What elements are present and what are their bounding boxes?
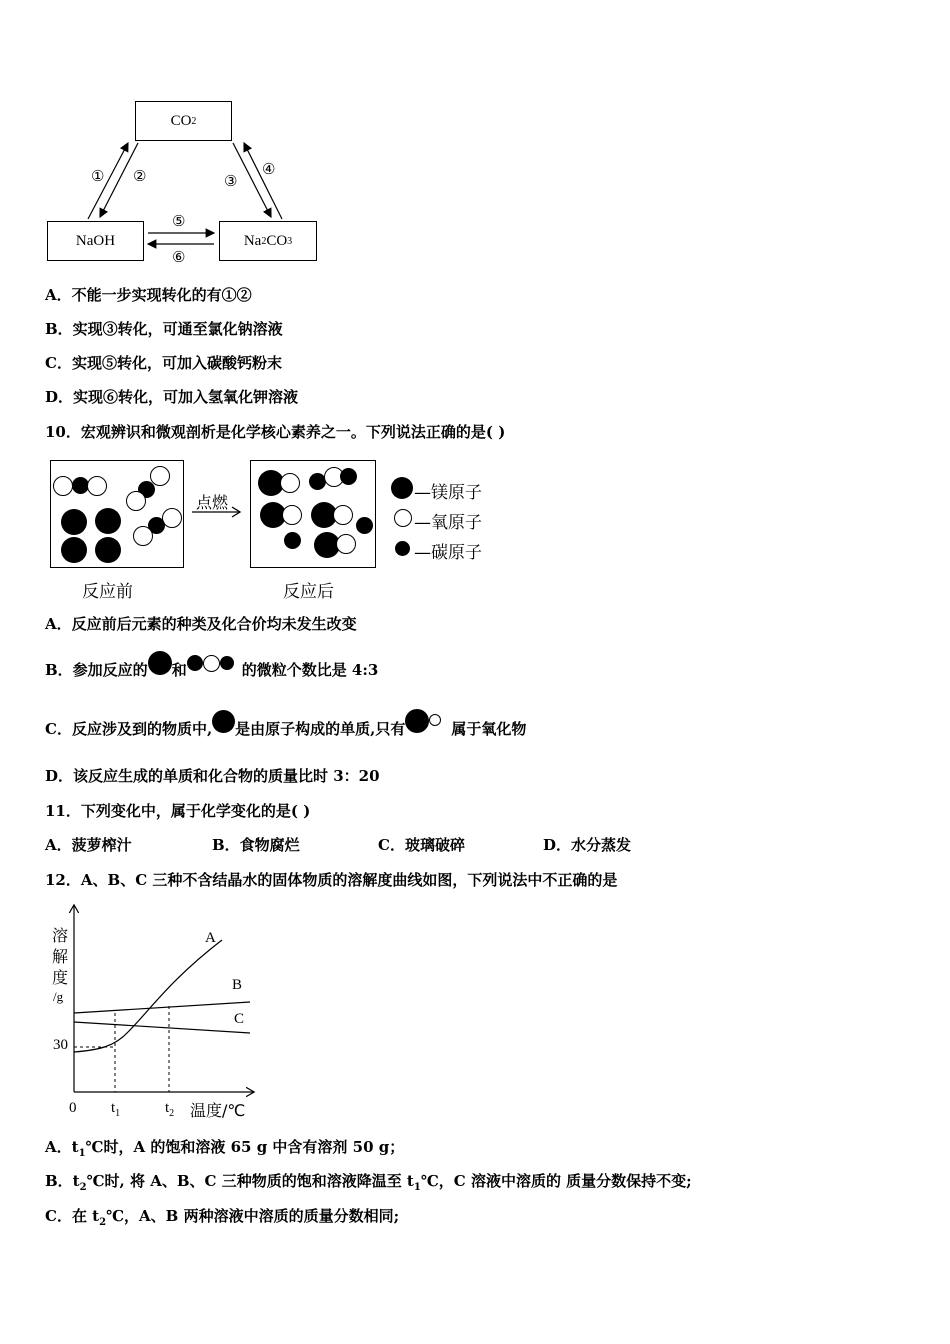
series-label-c: C xyxy=(234,1011,245,1027)
q12-option-b: B．$t_2℃$时, 将 A、B、C 三种物质的饱和溶液降温至 $t_1℃$，C 溶液中溶质的 质量分数保持不变; xyxy=(45,1172,692,1193)
q10-option-b: B．参加反应的 和 的微粒个数比是 4:3 xyxy=(45,650,378,686)
oxygen-atom xyxy=(333,505,353,525)
q10-option-d: D．该反应生成的单质和化合物的质量比时 3：20 xyxy=(45,767,380,785)
x-axis-label: 温度/℃ xyxy=(190,1101,246,1120)
q11-option-a: A．菠萝榨汁 xyxy=(45,836,132,854)
oxygen-atom xyxy=(87,476,107,496)
oxygen-atom xyxy=(126,491,146,511)
naoh-box: NaOH xyxy=(47,221,144,261)
series-label-b: B xyxy=(232,977,243,993)
before-caption: 反应前 xyxy=(82,582,133,602)
q11-stem: 11．下列变化中，属于化学变化的是( ) xyxy=(45,802,311,820)
arrow-3 xyxy=(233,143,271,217)
carbon-atom xyxy=(340,468,357,485)
q11-option-d: D．水分蒸发 xyxy=(543,836,632,854)
na2co3-box: Na 2 CO 3 xyxy=(219,221,317,261)
legend-magnesium-label: —镁原子 xyxy=(414,483,482,503)
legend-oxygen-label: —氧原子 xyxy=(414,513,482,533)
q9-option-c: C．实现⑤转化，可加入碳酸钙粉末 xyxy=(45,354,282,372)
y-label-3: 度 xyxy=(52,968,69,987)
magnesium-atom xyxy=(61,509,87,535)
carbon-dioxide-icon xyxy=(187,655,203,671)
q11-option-b: B．食物腐烂 xyxy=(212,836,300,854)
q11-option-c: C．玻璃破碎 xyxy=(378,836,465,854)
q10-stem: 10．宏观辨识和微观剖析是化学核心素养之一。下列说法正确的是( ) xyxy=(45,423,506,441)
q9-option-d: D．实现⑥转化，可加入氢氧化钾溶液 xyxy=(45,388,299,406)
carbon-dot-icon xyxy=(220,656,234,670)
carbon-atom xyxy=(356,517,373,534)
arrow-label-4: ④ xyxy=(262,162,276,178)
co2-box: CO 2 xyxy=(135,101,232,141)
arrow-4 xyxy=(244,143,282,219)
oxygen-atom xyxy=(336,534,356,554)
chart-axes xyxy=(40,900,270,1120)
x-tick-t2: $t_2$ xyxy=(165,1100,175,1119)
oxygen-icon xyxy=(203,655,220,672)
magnesium-atom xyxy=(95,508,121,534)
arrow-label-3: ③ xyxy=(224,174,238,190)
q10-option-c: C．反应涉及到的物质中, 是由原子构成的单质,只有 属于氧化物 xyxy=(45,706,526,746)
legend-magnesium-icon xyxy=(391,477,413,499)
y-label-4: /g xyxy=(53,989,64,1004)
reaction-arrow xyxy=(192,506,244,518)
y-label-1: 溶 xyxy=(52,926,69,945)
q12-option-a: A．$t_1℃$时，A 的饱和溶液 65 g 中含有溶剂 50 g； xyxy=(45,1138,405,1159)
series-label-a: A xyxy=(205,930,216,946)
magnesium-icon xyxy=(148,651,172,675)
oxygen-atom xyxy=(133,526,153,546)
y-label-2: 解 xyxy=(52,947,69,966)
magnesium-atom xyxy=(95,537,121,563)
q12-stem: 12．A、B、C 三种不含结晶水的固体物质的溶解度曲线如图，下列说法中不正确的是 xyxy=(45,871,618,889)
carbon-atom xyxy=(284,532,301,549)
legend-oxygen-icon xyxy=(394,509,412,527)
legend-carbon-icon xyxy=(395,541,410,556)
arrow-label-1: ① xyxy=(91,169,105,185)
curve-c xyxy=(74,1022,250,1033)
x-tick-0: 0 xyxy=(69,1100,77,1116)
x-tick-t1: $t_1$ xyxy=(111,1100,121,1119)
q12-option-c: C．在 $t_2℃$，A、B 两种溶液中溶质的质量分数相同; xyxy=(45,1207,400,1228)
oxygen-icon xyxy=(429,714,441,726)
ignite-label: 点燃 xyxy=(196,493,229,512)
magnesium-oxide-icon xyxy=(405,709,429,733)
conversion-arrows xyxy=(0,0,400,280)
arrow-label-2: ② xyxy=(133,169,147,185)
magnesium-icon xyxy=(212,710,235,733)
arrow-label-6: ⑥ xyxy=(172,250,186,266)
oxygen-atom xyxy=(280,473,300,493)
y-tick-30: 30 xyxy=(53,1037,68,1053)
magnesium-atom xyxy=(61,537,87,563)
arrow-label-5: ⑤ xyxy=(172,214,186,230)
curve-b xyxy=(74,1002,250,1013)
q9-option-b: B．实现③转化，可通至氯化钠溶液 xyxy=(45,320,283,338)
oxygen-atom xyxy=(162,508,182,528)
oxygen-atom xyxy=(282,505,302,525)
oxygen-atom xyxy=(53,476,73,496)
legend-carbon-label: —碳原子 xyxy=(414,543,482,563)
q9-option-a: A．不能一步实现转化的有①② xyxy=(45,286,252,304)
oxygen-atom xyxy=(150,466,170,486)
q10-option-a: A．反应前后元素的种类及化合价均未发生改变 xyxy=(45,615,357,633)
curve-a xyxy=(74,940,222,1052)
after-caption: 反应后 xyxy=(283,582,334,602)
